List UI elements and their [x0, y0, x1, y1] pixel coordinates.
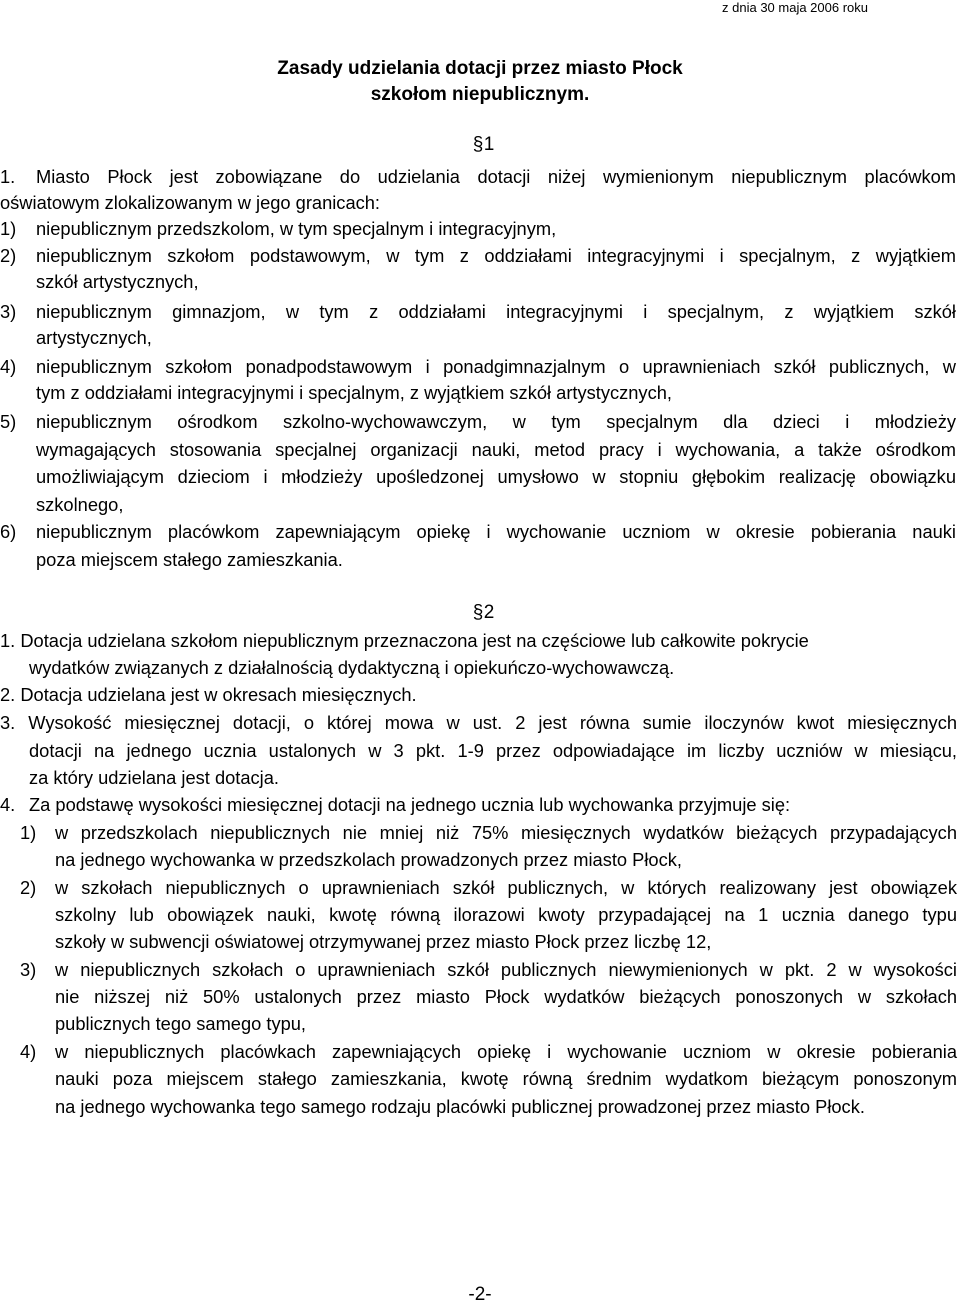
s1-item-3-line-1: niepublicznym gimnazjom, w tym z oddziałami integracyjnymi i specjalnym, z wyjątkiem szkół [36, 301, 956, 322]
s2-item-2-line-1: w szkołach niepublicznych o uprawnieniach szkół publicznych, w których realizowany jest obowiązek [55, 877, 957, 898]
s2-item-4-line-2: nauki poza miejscem stałego zamieszkania, kwotę równą średnim wydatkom bieżącym ponoszonym [55, 1068, 957, 1089]
page-number: -2- [468, 1284, 492, 1305]
s1-item-4-number: 4) [0, 356, 17, 377]
s1-item-1-line-1: niepublicznym przedszkolom, w tym specjalnym i integracyjnym, [36, 218, 557, 239]
s2-item-2-line-2: szkolny lub obowiązek nauki, kwotę równą ilorazowi kwoty przypadającej na 1 ucznia danego typu [55, 904, 957, 925]
s1-item-1-number: 1) [0, 218, 17, 239]
s1-item-5-line-3: umożliwiającym dzieciom i młodzieży upośledzonej umysłowo w stopniu głębokim realizację obowiązku [36, 466, 956, 487]
s1-p1-line-1: Miasto Płock jest zobowiązane do udzielania dotacji niżej wymienionym niepublicznym placówkom [36, 166, 956, 187]
s1-item-2-number: 2) [0, 245, 17, 266]
s2-item-4-line-1: w niepublicznych placówkach zapewniających opiekę i wychowanie uczniom w okresie pobierania [55, 1041, 957, 1062]
section-sign: § [472, 134, 484, 155]
title-line-1: Zasady udzielania dotacji przez miasto Płock [277, 58, 683, 79]
s2-item-1-line-1: w przedszkolach niepublicznych nie mniej niż 75% miesięcznych wydatków bieżących przypadających [55, 822, 957, 843]
title-line-2: szkołom niepublicznym. [370, 84, 590, 105]
document-title [0, 56, 960, 108]
s2-item-3-line-3: publicznych tego samego typu, [55, 1013, 307, 1034]
s1-item-4-line-2: tym z oddziałami integracyjnymi i specjalnym, z wyjątkiem szkół artystycznych, [36, 382, 672, 403]
s1-item-6-line-1: niepublicznym placówkom zapewniającym opiekę i wychowanie uczniom w okresie pobierania nauki [36, 521, 956, 542]
s2-p4-number: 4. [0, 794, 16, 815]
s2-item-3-line-2: nie niższej niż 50% ustalonych przez miasto Płock wydatków bieżących ponoszonych w szkołach [55, 986, 957, 1007]
s2-item-3-number: 3) [20, 959, 37, 980]
section-2-number: 2 [483, 602, 495, 623]
s2-p3-line-2: dotacji na jednego ucznia ustalonych w 3 pkt. 1-9 przez odpowiadające im liczby uczniów w miesiącu, [29, 740, 957, 761]
s2-item-2-line-3: szkoły w subwencji oświatowej otrzymywanej przez miasto Płock przez liczbę 12, [55, 931, 712, 952]
s2-p2: 2. Dotacja udzielana jest w okresach miesięcznych. [0, 684, 417, 705]
document-date: z dnia 30 maja 2006 roku [722, 0, 868, 15]
s1-item-3-line-2: artystycznych, [36, 327, 152, 348]
s1-item-4-line-1: niepublicznym szkołom ponadpodstawowym i ponadgimnazjalnym o uprawnieniach szkół publicznych, w [36, 356, 956, 377]
s1-p1-number: 1. [0, 166, 16, 187]
s1-item-2-line-2: szkół artystycznych, [36, 271, 199, 292]
s2-p3-line-1: 3. Wysokość miesięcznej dotacji, o której mowa w ust. 2 jest równa sumie iloczynów kwot miesięcznych [0, 712, 957, 733]
s1-item-5-number: 5) [0, 411, 17, 432]
s1-item-6-line-2: poza miejscem stałego zamieszkania. [36, 549, 343, 570]
s1-item-5-line-1: niepublicznym ośrodkom szkolno-wychowawczym, w tym specjalnym dla dzieci i młodzieży [36, 411, 956, 432]
s2-item-2-number: 2) [20, 877, 37, 898]
s2-item-4-line-3: na jednego wychowanka tego samego rodzaju placówki publicznej prowadzonej przez miasto Płock. [55, 1096, 865, 1117]
section-1-number: 1 [483, 134, 495, 155]
s2-item-1-number: 1) [20, 822, 37, 843]
s1-item-2-line-1: niepublicznym szkołom podstawowym, w tym z oddziałami integracyjnymi i specjalnym, z wyjątkiem [36, 245, 956, 266]
s2-item-4-number: 4) [20, 1041, 37, 1062]
s1-item-3-number: 3) [0, 301, 17, 322]
s2-p1-line-1: 1. Dotacja udzielana szkołom niepublicznym przeznaczona jest na częściowe lub całkowite pokrycie [0, 630, 809, 651]
s1-item-5-line-2: wymagających stosowania specjalnej organizacji nauki, metod pracy i wychowania, a także ośrodkom [36, 439, 956, 460]
s1-item-6-number: 6) [0, 521, 17, 542]
s2-p1-line-2: wydatków związanych z działalnością dydaktyczną i opiekuńczo-wychowawczą. [29, 657, 675, 678]
s2-item-1-line-2: na jednego wychowanka w przedszkolach prowadzonych przez miasto Płock, [55, 849, 682, 870]
s2-p3-line-3: za który udzielana jest dotacja. [29, 767, 279, 788]
s2-item-3-line-1: w niepublicznych szkołach o uprawnieniach szkół publicznych niewymienionych w pkt. 2 w wysokości [55, 959, 957, 980]
s2-p4-line-1: Za podstawę wysokości miesięcznej dotacji na jednego ucznia lub wychowanka przyjmuje się: [29, 794, 791, 815]
s1-item-5-line-4: szkolnego, [36, 494, 124, 515]
s1-p1-line-2: oświatowym zlokalizowanym w jego granicach: [0, 192, 380, 213]
section-sign: § [472, 602, 484, 623]
